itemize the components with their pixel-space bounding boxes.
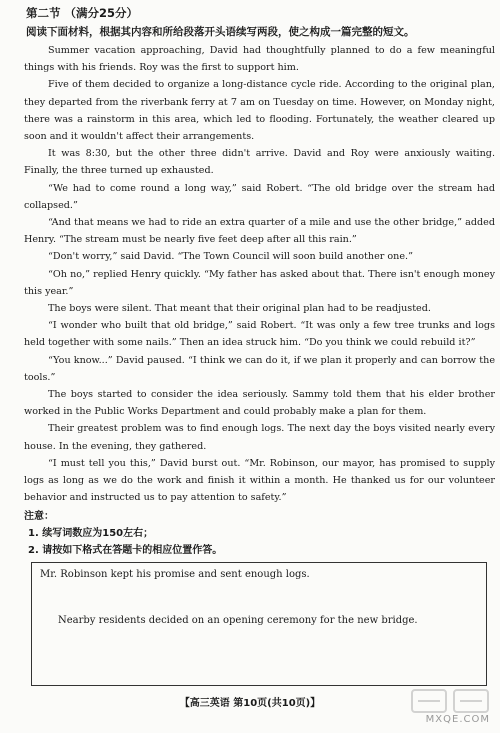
story-paragraph: “Oh no,” replied Henry quickly. “My father has asked about that. There isn't enough money this year.” <box>24 268 495 297</box>
page-footer: 【高三英语 第10页(共10页)】 <box>179 698 321 709</box>
story-paragraph: It was 8:30, but the other three didn't arrive. David and Roy were anxiously waiting. Finally, the three turned up exhausted. <box>24 148 495 177</box>
notes-item: 1. 续写词数应为150左右； <box>28 528 154 539</box>
notes-section <box>24 508 494 559</box>
notes-item: 2. 请按如下格式在答题卡的相应位置作答。 <box>28 545 223 556</box>
answer-box <box>31 562 487 686</box>
story-paragraph: “I wonder who built that old bridge,” said Robert. “It was only a few tree trunks and logs held together with some nails.” Then an idea struck him. “Do you think we could rebuild it?” <box>24 320 495 349</box>
story-paragraph: Their greatest problem was to find enough logs. The next day the boys visited nearly every house. In the evening, they gathered. <box>24 423 495 452</box>
story-text <box>24 42 495 506</box>
story-paragraph: “I must tell you this,” David burst out. “Mr. Robinson, our mayor, has promised to supply logs as long as we do the work and finish it within a month. He thanked us for our volunteer behavior and instructed us to pay attention to safety.” <box>24 457 495 504</box>
story-paragraph: “And that means we had to ride an extra quarter of a mile and use the other bridge,” added Henry. “The stream must be nearly five feet deep after all this rain.” <box>24 217 495 246</box>
section-instruction: 阅读下面材料，根据其内容和所给段落开头语续写两段，使之构成一篇完整的短文。 <box>26 26 415 38</box>
story-paragraph: Summer vacation approaching, David had thoughtfully planned to do a few meaningful things with his friends. Roy was the first to support him. <box>24 45 495 74</box>
story-paragraph: The boys were silent. That meant that their original plan had to be readjusted. <box>48 303 431 315</box>
story-paragraph: Five of them decided to organize a long-distance cycle ride. According to the original plan, they departed from the riverbank ferry at 7 am on Tuesday on time. However, on Monday night, there was a rainstorm in this area, which led to flooding. Fortunately, the weather cleared up soon and it wouldn't affect their arrangements. <box>24 79 495 143</box>
section-title: 第二节 （满分25分） <box>26 6 139 20</box>
notes-label: 注意： <box>24 511 54 522</box>
story-paragraph: The boys started to consider the idea seriously. Sammy told them that his elder brother worked in the Public Works Department and could probably make a plan for them. <box>24 389 495 418</box>
watermark-text: MXQE.COM <box>425 714 490 725</box>
story-paragraph: “Don't worry,” said David. “The Town Council will soon build another one.” <box>48 251 413 263</box>
answer-paragraph-1-opening: Mr. Robinson kept his promise and sent enough logs. <box>40 569 310 580</box>
story-paragraph: “You know...” David paused. “I think we can do it, if we plan it properly and can borrow the tools.” <box>24 354 495 383</box>
story-paragraph: “We had to come round a long way,” said Robert. “The old bridge over the stream had collapsed.” <box>24 182 495 211</box>
answer-paragraph-2-opening: Nearby residents decided on an opening ceremony for the new bridge. <box>58 615 418 626</box>
